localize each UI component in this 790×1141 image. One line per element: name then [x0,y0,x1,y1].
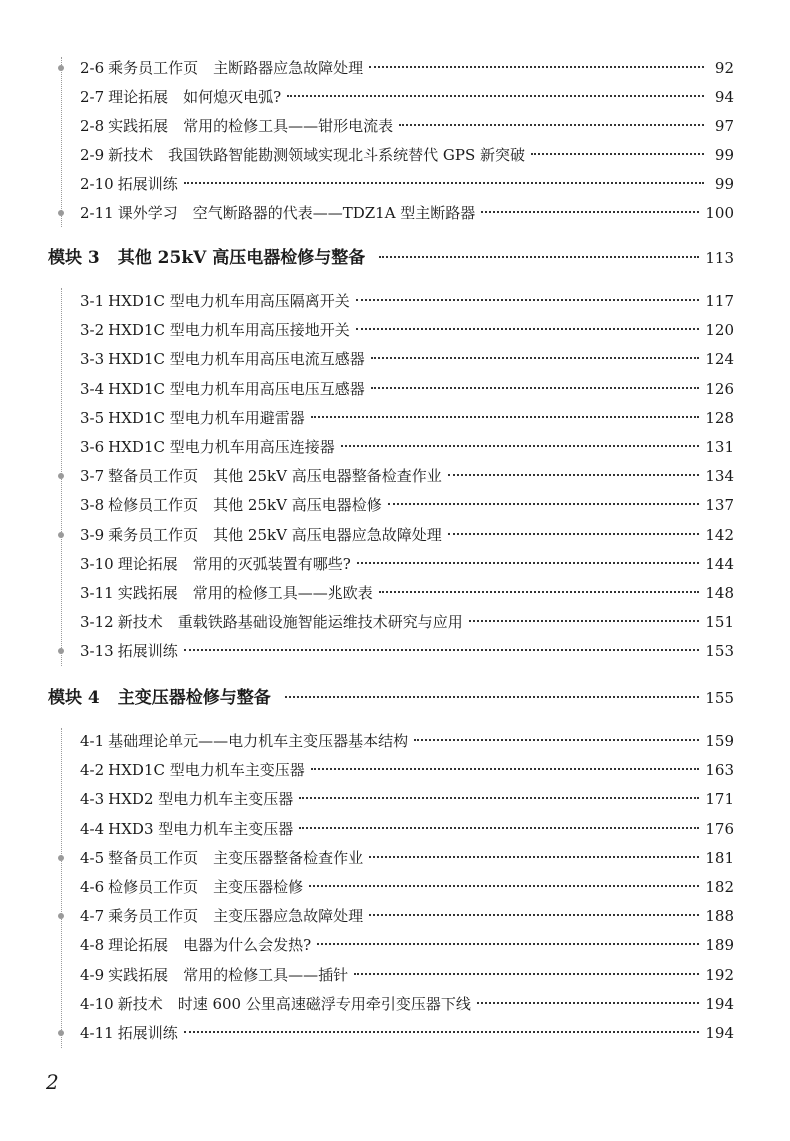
toc-entry-leader [448,474,700,476]
toc-entry[interactable] [80,144,734,166]
toc-entry-page: 134 [705,467,734,486]
toc-entry-title: 新技术 重载铁路基础设施智能运维技术研究与应用 [117,613,463,632]
toc-entry-title: 课外学习 空气断路器的代表——TDZ1A 型主断路器 [117,204,476,222]
toc-entry[interactable] [80,494,734,516]
toc-entry-title: 实践拓展 常用的检修工具——插针 [108,965,349,984]
toc-entry-page: 194 [705,1024,734,1042]
toc-entry[interactable] [80,173,734,195]
toc-entry-page: 142 [705,525,734,544]
toc-entry[interactable] [80,319,734,341]
module-4-page: 155 [705,689,734,707]
toc-entry[interactable] [80,115,734,137]
toc-entry-title: HXD1C 型电力机车用高压隔离开关 [108,292,350,310]
toc-entry-leader [371,387,700,389]
toc-entry-page: 182 [705,878,734,896]
toc-entry-page: 124 [705,350,734,369]
toc-entry[interactable] [80,788,734,810]
toc-entry-leader [311,768,700,770]
toc-entry-leader [287,95,704,97]
toc-entry-title: 拓展训练 [117,175,178,193]
toc-entry-page: 137 [705,496,734,515]
toc-entry-title: 新技术 我国铁路智能勘测领域实现北斗系统替代 GPS 新突破 [108,146,526,164]
toc-entry-page: 99 [714,146,734,164]
toc-entry[interactable] [80,378,734,400]
toc-entry-page: 144 [705,554,734,573]
toc-entry[interactable] [80,730,734,752]
toc-entry[interactable] [80,57,734,79]
bullet-dot [58,210,64,216]
toc-entry-page: 192 [705,965,734,984]
toc-entry-title: 拓展训练 [117,642,178,661]
toc-entry-title: HXD1C 型电力机车主变压器 [108,761,305,780]
toc-entry-title: 乘务员工作页 主断路器应急故障处理 [108,59,364,77]
toc-entry-number: 4-3 [80,790,105,809]
toc-entry-title: 基础理论单元——电力机车主变压器基本结构 [108,732,409,750]
toc-entry-number: 3-8 [80,496,105,515]
module-3-title: 其他 25kV 高压电器检修与整备 [117,248,366,268]
toc-entry[interactable] [80,847,734,869]
toc-entry-page: 194 [705,994,734,1013]
toc-entry-page: 117 [705,292,734,310]
toc-entry-number: 3-5 [80,408,105,427]
module-3-label: 模块 3 [48,248,100,268]
toc-entry-title: 实践拓展 常用的检修工具——兆欧表 [117,584,373,602]
toc-entry[interactable] [80,993,734,1015]
toc-entry-leader [414,739,699,741]
toc-entry-page: 100 [705,204,734,222]
toc-entry-leader [184,649,700,651]
module-4-title: 主变压器检修与整备 [117,688,271,708]
toc-entry-number: 4-6 [80,878,105,896]
toc-entry-leader [184,1031,700,1033]
toc-entry[interactable] [80,348,734,370]
toc-entry-page: 92 [714,59,734,77]
toc-entry[interactable] [80,611,734,633]
module-3-leader [379,256,699,258]
toc-entry-leader [299,797,699,799]
toc-entry-page: 148 [705,584,734,602]
toc-entry-page: 188 [705,907,734,926]
toc-entry-leader [354,973,699,975]
toc-entry[interactable] [80,290,734,312]
toc-entry-leader [371,357,700,359]
toc-entry-leader [356,299,700,301]
toc-entry-page: 97 [714,117,734,135]
toc-entry-page: 94 [714,88,734,106]
toc-entry-title: HXD3 型电力机车主变压器 [108,819,294,838]
page-number: 2 [46,1070,59,1094]
toc-entry-page: 120 [705,321,734,340]
module-3-page: 113 [705,249,734,267]
toc-entry-page: 131 [705,438,734,456]
toc-entry-title: HXD1C 型电力机车用高压电压互感器 [108,379,365,398]
toc-entry-number: 3-11 [80,584,114,602]
toc-entry[interactable] [80,934,734,956]
toc-entry[interactable] [80,553,734,575]
module-4-heading[interactable] [48,685,734,711]
toc-entry-leader [369,856,699,858]
toc-entry-number: 4-5 [80,848,105,867]
toc-entry-leader [399,124,704,126]
toc-entry[interactable] [80,640,734,662]
toc-entry-number: 3-1 [80,292,105,310]
toc-entry-title: HXD1C 型电力机车用高压连接器 [108,438,335,456]
toc-entry-number: 3-7 [80,467,105,486]
toc-entry[interactable] [80,905,734,927]
toc-entry-page: 153 [705,642,734,661]
toc-entry-number: 4-8 [80,936,105,955]
toc-entry-title: 检修员工作页 其他 25kV 高压电器检修 [108,496,382,515]
toc-entry-page: 189 [705,936,734,955]
toc-entry[interactable] [80,1022,734,1044]
toc-entry-title: 拓展训练 [117,1024,178,1042]
toc-entry[interactable] [80,582,734,604]
toc-entry-number: 4-11 [80,1024,114,1042]
bullet-dot [58,532,64,538]
toc-entry-number: 2-10 [80,175,114,193]
toc-entry-leader [448,533,700,535]
toc-entry-page: 99 [714,175,734,193]
toc-entry-leader [341,445,700,447]
toc-entry-page: 171 [705,790,734,809]
toc-entry-page: 159 [705,732,734,750]
module-3-heading[interactable] [48,245,734,271]
toc-entry-number: 3-2 [80,321,105,340]
toc-entry-title: 乘务员工作页 其他 25kV 高压电器应急故障处理 [108,525,442,544]
toc-entry-leader [311,416,700,418]
toc-entry-title: 理论拓展 常用的灭弧装置有哪些? [117,554,351,573]
group-c-guide-line [61,728,62,1048]
toc-entry-title: 实践拓展 常用的检修工具——钳形电流表 [108,117,394,135]
toc-entry-title: HXD1C 型电力机车用高压电流互感器 [108,350,365,369]
toc-entry-leader [309,885,699,887]
toc-entry-number: 4-4 [80,819,105,838]
toc-entry-number: 3-13 [80,642,114,661]
toc-entry-leader [299,827,699,829]
toc-entry-number: 3-3 [80,350,105,369]
toc-entry-title: HXD2 型电力机车主变压器 [108,790,294,809]
toc-entry-leader [184,182,704,184]
bullet-dot [58,65,64,71]
toc-entry-number: 2-9 [80,146,105,164]
toc-entry-title: 整备员工作页 其他 25kV 高压电器整备检查作业 [108,467,442,486]
bullet-dot [58,473,64,479]
toc-entry-leader [481,211,699,213]
toc-entry-leader [369,66,704,68]
module-4-leader [285,696,700,698]
toc-entry-number: 2-7 [80,88,105,106]
toc-entry-number: 4-9 [80,965,105,984]
toc-entry[interactable] [80,818,734,840]
toc-entry-page: 163 [705,761,734,780]
toc-entry-number: 3-4 [80,379,105,398]
bullet-dot [58,855,64,861]
toc-entry-number: 4-1 [80,732,105,750]
toc-entry[interactable] [80,876,734,898]
toc-entry-leader [369,914,699,916]
toc-entry[interactable] [80,524,734,546]
toc-entry-number: 2-11 [80,204,114,222]
bullet-dot [58,1030,64,1036]
toc-entry-number: 2-6 [80,59,105,77]
toc-entry-number: 4-2 [80,761,105,780]
toc-entry-number: 3-12 [80,613,114,632]
toc-entry-page: 126 [705,379,734,398]
toc-entry[interactable] [80,407,734,429]
toc-entry[interactable] [80,86,734,108]
toc-entry-title: 理论拓展 电器为什么会发热? [108,936,312,955]
toc-entry-leader [388,503,700,505]
toc-entry-leader [531,153,704,155]
toc-entry-number: 3-6 [80,438,105,456]
toc-entry-leader [356,328,700,330]
toc-entry-number: 4-7 [80,907,105,926]
toc-entry-leader [477,1002,699,1004]
toc-entry-page: 181 [705,848,734,867]
toc-entry-title: 乘务员工作页 主变压器应急故障处理 [108,907,364,926]
toc-entry-number: 3-10 [80,554,114,573]
toc-entry-number: 2-8 [80,117,105,135]
toc-entry-number: 3-9 [80,525,105,544]
toc-entry-leader [379,591,700,593]
toc-entry[interactable] [80,964,734,986]
toc-entry-title: 检修员工作页 主变压器检修 [108,878,304,896]
toc-entry-page: 176 [705,819,734,838]
module-4-label: 模块 4 [48,688,100,708]
toc-entry-number: 4-10 [80,994,114,1013]
toc-entry-leader [357,562,700,564]
bullet-dot [58,913,64,919]
toc-entry-title: HXD1C 型电力机车用避雷器 [108,408,305,427]
toc-entry[interactable] [80,465,734,487]
toc-entry[interactable] [80,436,734,458]
toc-entry[interactable] [80,202,734,224]
toc-entry-title: HXD1C 型电力机车用高压接地开关 [108,321,350,340]
group-a-guide-line [61,57,62,227]
toc-entry-title: 整备员工作页 主变压器整备检查作业 [108,848,364,867]
toc-entry-page: 128 [705,408,734,427]
toc-entry-leader [317,943,699,945]
bullet-dot [58,648,64,654]
toc-entry-title: 理论拓展 如何熄灭电弧? [108,88,282,106]
toc-entry[interactable] [80,759,734,781]
toc-entry-page: 151 [705,613,734,632]
toc-entry-title: 新技术 时速 600 公里高速磁浮专用牵引变压器下线 [117,994,471,1013]
toc-entry-leader [469,620,700,622]
